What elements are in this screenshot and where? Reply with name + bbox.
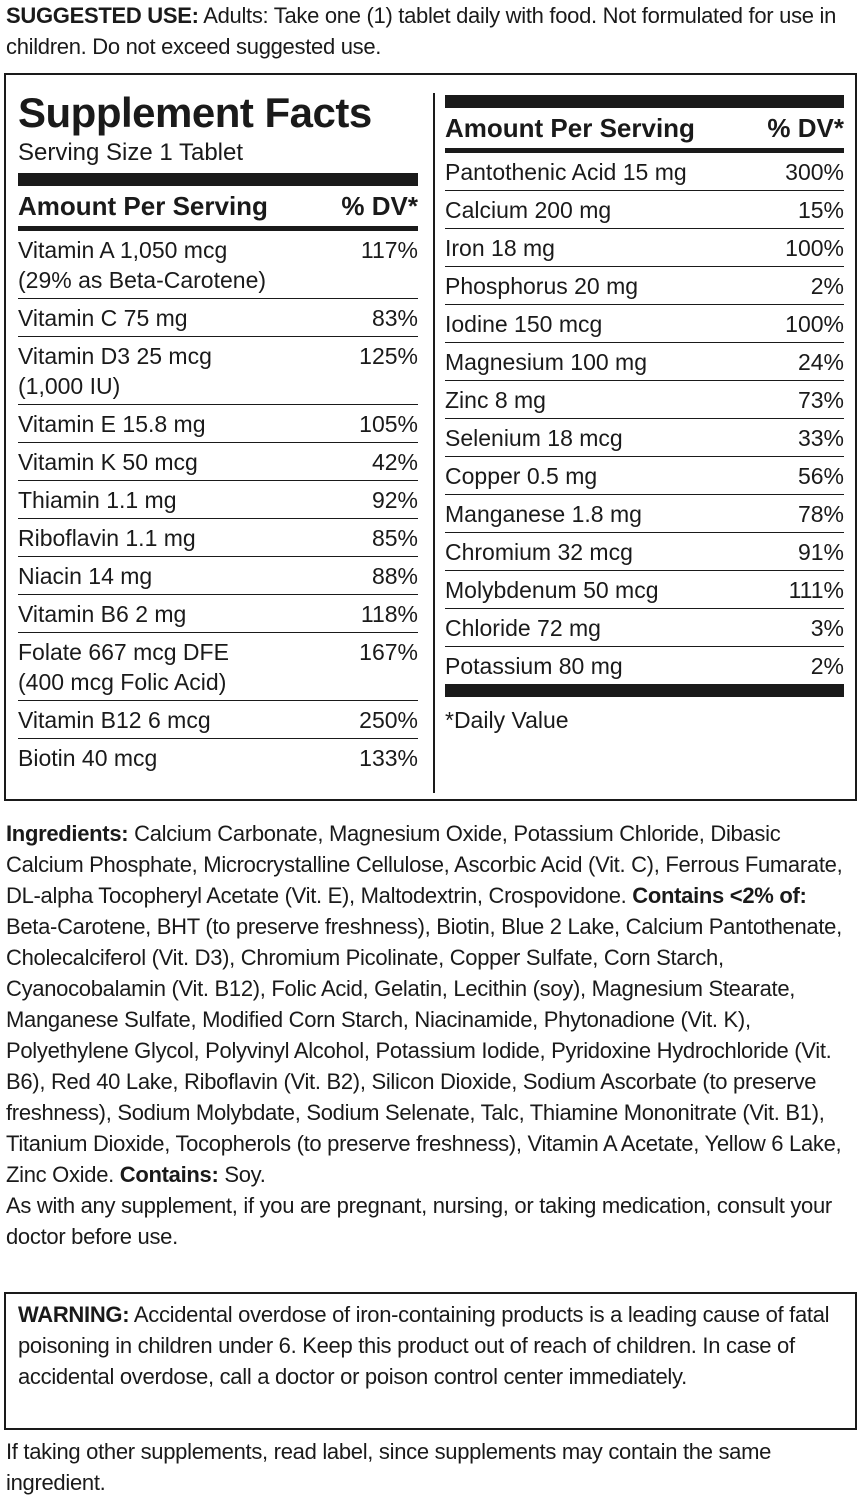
amount-per-serving-header <box>445 108 844 148</box>
nutrient-dv: 91% <box>797 539 844 565</box>
nutrient-row <box>18 595 418 633</box>
nutrient-row <box>445 571 844 609</box>
nutrient-row <box>18 481 418 519</box>
nutrient-row <box>18 739 418 776</box>
supplement-facts-panel <box>4 73 857 801</box>
nutrient-row <box>18 633 418 701</box>
amount-per-serving-label: Amount Per Serving <box>445 113 695 143</box>
facts-left-column <box>18 89 418 776</box>
nutrient-dv: 167% <box>359 639 418 665</box>
nutrient-name: Folate 667 mcg DFE (400 mcg Folic Acid) <box>18 639 229 695</box>
nutrient-name: Potassium 80 mg <box>445 653 623 679</box>
warning-label: WARNING: <box>18 1302 130 1327</box>
nutrient-dv: 111% <box>788 577 844 603</box>
nutrient-dv: 100% <box>785 235 844 261</box>
nutrient-dv: 42% <box>371 449 418 475</box>
nutrient-dv: 100% <box>785 311 844 337</box>
daily-value-note: *Daily Value <box>445 707 569 733</box>
ingredients-text-1: Calcium Carbonate, Magnesium Oxide, Potassium Chloride, Dibasic Calcium Phosphate, Microcrystalline Cellulose, Ascorbic Acid (Vit. C), Ferrous Fumarate, DL-alpha Tocopheryl Acetate (Vit. E), Maltodextrin, Crospovidone. <box>6 821 843 908</box>
contains-less-label: Contains <2% of: <box>632 883 807 908</box>
nutrient-row <box>445 495 844 533</box>
nutrient-row <box>18 405 418 443</box>
contains-text: Soy. <box>218 1162 266 1187</box>
nutrient-name: Thiamin 1.1 mg <box>18 487 177 513</box>
nutrient-row <box>445 305 844 343</box>
nutrient-dv: 133% <box>359 745 418 771</box>
nutrient-name: Vitamin K 50 mcg <box>18 449 198 475</box>
nutrient-dv: 85% <box>371 525 418 551</box>
nutrient-dv: 118% <box>360 601 418 627</box>
nutrient-dv: 73% <box>797 387 844 413</box>
nutrient-name: Manganese 1.8 mg <box>445 501 642 527</box>
nutrient-dv: 92% <box>371 487 418 513</box>
nutrient-name: Vitamin A 1,050 mcg (29% as Beta-Carotene) <box>18 237 267 293</box>
nutrient-row <box>18 299 418 337</box>
nutrient-name: Riboflavin 1.1 mg <box>18 525 196 551</box>
nutrient-dv: 78% <box>797 501 844 527</box>
nutrient-dv: 2% <box>810 273 844 299</box>
nutrient-name: Selenium 18 mcg <box>445 425 623 451</box>
contains-label: Contains: <box>119 1162 219 1187</box>
nutrient-name: Zinc 8 mg <box>445 387 546 413</box>
nutrient-name: Vitamin C 75 mg <box>18 305 188 331</box>
footer-note: If taking other supplements, read label, since supplements may contain the same ingredient. <box>6 1439 772 1495</box>
nutrient-name: Copper 0.5 mg <box>445 463 598 489</box>
nutrient-dv: 300% <box>785 159 844 185</box>
nutrient-name: Chromium 32 mcg <box>445 539 633 565</box>
facts-title: Supplement Facts <box>18 89 372 136</box>
nutrient-name: Iron 18 mg <box>445 235 555 261</box>
nutrient-dv: 33% <box>797 425 844 451</box>
thick-rule <box>445 95 844 108</box>
nutrient-name: Niacin 14 mg <box>18 563 153 589</box>
nutrient-row <box>445 609 844 647</box>
nutrient-row <box>445 343 844 381</box>
amount-per-serving-label: Amount Per Serving <box>18 191 268 221</box>
nutrient-row <box>18 231 418 299</box>
suggested-use <box>6 0 856 62</box>
nutrient-name: Iodine 150 mcg <box>445 311 603 337</box>
dv-header-label: % DV* <box>767 113 844 143</box>
nutrient-name: Phosphorus 20 mg <box>445 273 639 299</box>
thick-rule <box>445 684 844 697</box>
nutrient-dv: 2% <box>810 653 844 679</box>
nutrient-row <box>18 519 418 557</box>
nutrient-name: Biotin 40 mcg <box>18 745 158 771</box>
nutrient-name: Vitamin E 15.8 mg <box>18 411 206 437</box>
facts-right-column <box>445 95 844 735</box>
nutrient-dv: 105% <box>359 411 418 437</box>
nutrient-name: Pantothenic Acid 15 mg <box>445 159 687 185</box>
nutrient-dv: 3% <box>810 615 844 641</box>
right-nutrient-list <box>445 153 844 684</box>
column-divider <box>433 93 435 793</box>
nutrient-row <box>445 381 844 419</box>
nutrient-row <box>18 701 418 739</box>
nutrient-row <box>445 153 844 191</box>
nutrient-dv: 56% <box>797 463 844 489</box>
nutrient-dv: 88% <box>371 563 418 589</box>
nutrient-row <box>445 457 844 495</box>
nutrient-name: Calcium 200 mg <box>445 197 612 223</box>
nutrient-dv: 125% <box>359 343 418 369</box>
nutrient-name: Chloride 72 mg <box>445 615 601 641</box>
nutrient-name: Vitamin D3 25 mcg (1,000 IU) <box>18 343 212 399</box>
nutrient-row <box>18 337 418 405</box>
nutrient-dv: 250% <box>359 707 418 733</box>
nutrient-dv: 83% <box>371 305 418 331</box>
nutrient-name: Vitamin B6 2 mg <box>18 601 187 627</box>
ingredients-label: Ingredients: <box>6 821 129 846</box>
nutrient-row <box>445 647 844 684</box>
serving-size: Serving Size 1 Tablet <box>18 139 244 166</box>
warning-text: Accidental overdose of iron-containing products is a leading cause of fatal poisoning in children under 6. Keep this product out of reach of children. In case of accidental overdose, call a doctor or poison control center immediately. <box>18 1302 830 1389</box>
nutrient-name: Vitamin B12 6 mcg <box>18 707 211 733</box>
nutrient-dv: 24% <box>797 349 844 375</box>
nutrient-row <box>445 267 844 305</box>
thick-rule <box>18 173 418 186</box>
nutrient-row <box>445 533 844 571</box>
ingredients-text-2: Beta-Carotene, BHT (to preserve freshness), Biotin, Blue 2 Lake, Calcium Pantothenate, Cholecalciferol (Vit. D3), Chromium Picolinate, Copper Sulfate, Corn Starch, Cyanocobalamin (Vit. B12), Folic Acid, Gelatin, Lecithin (soy), Magnesium Stearate, Manganese Sulfate, Modified Corn Starch, Niacinamide, Phytonadione (Vit. K), Polyethylene Glycol, Polyvinyl Alcohol, Potassium Iodide, Pyridoxine Hydrochloride (Vit. B6), Red 40 Lake, Riboflavin (Vit. B2), Silicon Dioxide, Sodium Ascorbate (to preserve freshness), Sodium Molybdate, Sodium Selenate, Talc, Thiamine Mononitrate (Vit. B1), Titanium Dioxide, Tocopherols (to preserve freshness), Vitamin A Acetate, Yellow 6 Lake, Zinc Oxide. <box>6 914 842 1187</box>
nutrient-row <box>18 557 418 595</box>
ingredients-section <box>6 818 858 1252</box>
nutrient-row <box>445 191 844 229</box>
dv-header-label: % DV* <box>341 191 418 221</box>
suggested-use-label: SUGGESTED USE: <box>6 3 199 28</box>
nutrient-row <box>445 419 844 457</box>
left-nutrient-list <box>18 231 418 776</box>
nutrient-row <box>445 229 844 267</box>
nutrient-dv: 15% <box>797 197 844 223</box>
nutrient-name: Magnesium 100 mg <box>445 349 647 375</box>
advice-text: As with any supplement, if you are pregnant, nursing, or taking medication, consult your doctor before use. <box>6 1193 832 1249</box>
suggested-use-text: Adults: Take one (1) tablet daily with food. Not formulated for use in children. Do not exceed suggested use. <box>6 3 837 59</box>
nutrient-row <box>18 443 418 481</box>
warning-box <box>4 1292 857 1430</box>
nutrient-name: Molybdenum 50 mcg <box>445 577 659 603</box>
nutrient-dv: 117% <box>360 237 418 263</box>
amount-per-serving-header <box>18 186 418 226</box>
